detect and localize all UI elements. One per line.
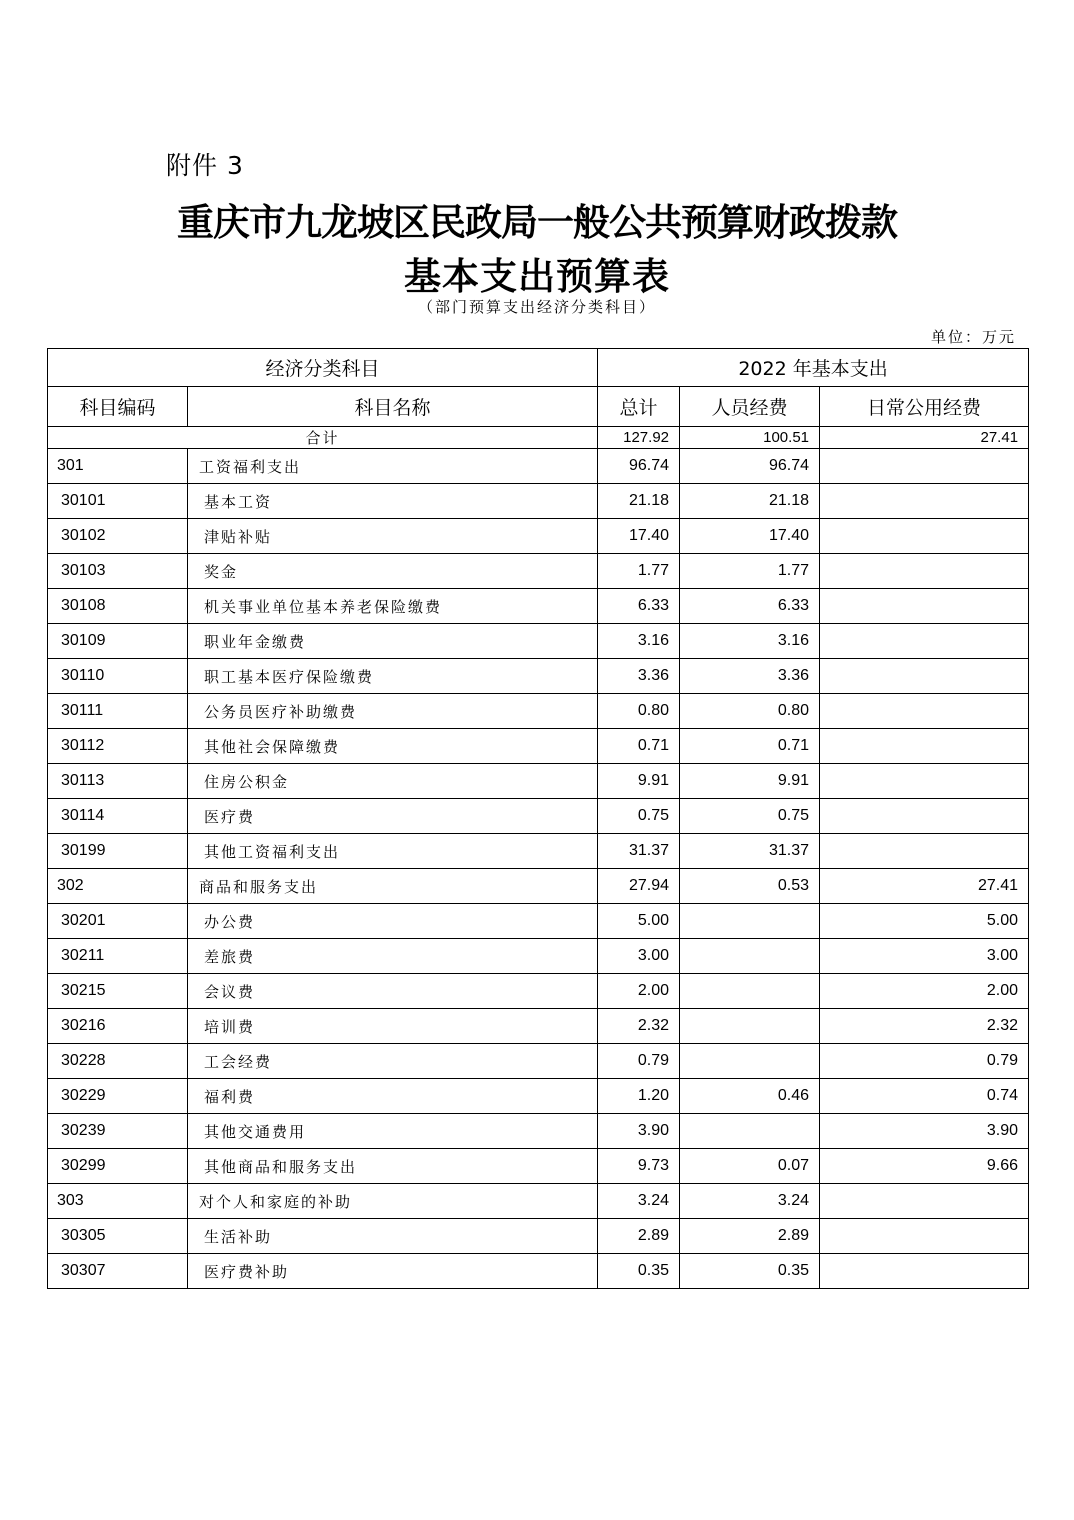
table-row	[48, 904, 1029, 939]
row-code: 30199	[48, 834, 188, 869]
row-total: 3.90	[598, 1114, 680, 1149]
row-personnel: 0.07	[680, 1149, 820, 1184]
row-personnel: 0.53	[680, 869, 820, 904]
row-name: 生活补助	[188, 1219, 598, 1254]
row-personnel: 0.35	[680, 1254, 820, 1289]
row-name: 培训费	[188, 1009, 598, 1044]
row-name: 会议费	[188, 974, 598, 1009]
row-code: 30112	[48, 729, 188, 764]
budget-table	[47, 348, 1029, 1289]
header-year-basic-expenditure: 2022 年基本支出	[598, 349, 1029, 387]
row-total: 17.40	[598, 519, 680, 554]
row-code: 30102	[48, 519, 188, 554]
row-name: 其他社会保障缴费	[188, 729, 598, 764]
row-code: 30110	[48, 659, 188, 694]
row-total: 0.75	[598, 799, 680, 834]
row-public: 0.79	[820, 1044, 1029, 1079]
row-name: 差旅费	[188, 939, 598, 974]
row-name: 医疗费	[188, 799, 598, 834]
row-public: 3.00	[820, 939, 1029, 974]
row-total: 0.35	[598, 1254, 680, 1289]
row-public	[820, 449, 1029, 484]
row-total: 1.77	[598, 554, 680, 589]
row-public	[820, 484, 1029, 519]
table-row	[48, 449, 1029, 484]
row-code: 30228	[48, 1044, 188, 1079]
row-total: 6.33	[598, 589, 680, 624]
table-row	[48, 729, 1029, 764]
table-row	[48, 974, 1029, 1009]
row-public	[820, 1254, 1029, 1289]
row-name: 机关事业单位基本养老保险缴费	[188, 589, 598, 624]
table-row	[48, 939, 1029, 974]
row-code: 30299	[48, 1149, 188, 1184]
row-name: 其他交通费用	[188, 1114, 598, 1149]
row-personnel: 0.46	[680, 1079, 820, 1114]
row-name: 对个人和家庭的补助	[188, 1184, 598, 1219]
table-row	[48, 1044, 1029, 1079]
row-name: 商品和服务支出	[188, 869, 598, 904]
row-public	[820, 764, 1029, 799]
table-row	[48, 1254, 1029, 1289]
page-subtitle: （部门预算支出经济分类科目）	[417, 298, 656, 316]
row-personnel	[680, 904, 820, 939]
row-total: 9.91	[598, 764, 680, 799]
table-row	[48, 834, 1029, 869]
row-total: 5.00	[598, 904, 680, 939]
row-public: 2.00	[820, 974, 1029, 1009]
table-row	[48, 694, 1029, 729]
row-public: 9.66	[820, 1149, 1029, 1184]
row-name: 职业年金缴费	[188, 624, 598, 659]
row-total: 3.36	[598, 659, 680, 694]
row-total: 3.16	[598, 624, 680, 659]
row-code: 302	[48, 869, 188, 904]
row-total: 1.20	[598, 1079, 680, 1114]
table-row	[48, 1184, 1029, 1219]
row-personnel: 6.33	[680, 589, 820, 624]
row-name: 工资福利支出	[188, 449, 598, 484]
table-row	[48, 869, 1029, 904]
row-total: 21.18	[598, 484, 680, 519]
table-row	[48, 624, 1029, 659]
row-code: 30108	[48, 589, 188, 624]
row-code: 30114	[48, 799, 188, 834]
row-personnel: 9.91	[680, 764, 820, 799]
row-public: 0.74	[820, 1079, 1029, 1114]
row-personnel: 21.18	[680, 484, 820, 519]
total-public: 27.41	[820, 427, 1029, 449]
header-total: 总计	[598, 387, 680, 427]
row-name: 津贴补贴	[188, 519, 598, 554]
row-total: 27.94	[598, 869, 680, 904]
table-row	[48, 1219, 1029, 1254]
row-public	[820, 1219, 1029, 1254]
row-name: 住房公积金	[188, 764, 598, 799]
row-code: 30103	[48, 554, 188, 589]
row-name: 其他工资福利支出	[188, 834, 598, 869]
row-public	[820, 519, 1029, 554]
row-personnel: 3.16	[680, 624, 820, 659]
row-name: 医疗费补助	[188, 1254, 598, 1289]
total-label: 合计	[48, 427, 598, 449]
row-code: 30101	[48, 484, 188, 519]
row-code: 30307	[48, 1254, 188, 1289]
row-code: 30216	[48, 1009, 188, 1044]
row-name: 基本工资	[188, 484, 598, 519]
row-personnel	[680, 939, 820, 974]
row-name: 奖金	[188, 554, 598, 589]
header-code: 科目编码	[48, 387, 188, 427]
total-personnel: 100.51	[680, 427, 820, 449]
row-public	[820, 624, 1029, 659]
header-economic-category: 经济分类科目	[48, 349, 598, 387]
row-total: 0.71	[598, 729, 680, 764]
row-code: 30201	[48, 904, 188, 939]
row-code: 301	[48, 449, 188, 484]
row-public: 2.32	[820, 1009, 1029, 1044]
table-row	[48, 554, 1029, 589]
table-row	[48, 484, 1029, 519]
row-personnel: 31.37	[680, 834, 820, 869]
row-public: 3.90	[820, 1114, 1029, 1149]
table-row	[48, 764, 1029, 799]
table-row	[48, 1149, 1029, 1184]
row-personnel	[680, 1009, 820, 1044]
total-total: 127.92	[598, 427, 680, 449]
row-code: 30111	[48, 694, 188, 729]
row-public	[820, 834, 1029, 869]
row-code: 30239	[48, 1114, 188, 1149]
row-public	[820, 799, 1029, 834]
table-row	[48, 589, 1029, 624]
row-name: 职工基本医疗保险缴费	[188, 659, 598, 694]
row-code: 30305	[48, 1219, 188, 1254]
row-name: 工会经费	[188, 1044, 598, 1079]
row-public	[820, 554, 1029, 589]
row-total: 96.74	[598, 449, 680, 484]
attachment-label: 附件 3	[166, 151, 244, 180]
row-total: 9.73	[598, 1149, 680, 1184]
row-personnel: 96.74	[680, 449, 820, 484]
table-row	[48, 1009, 1029, 1044]
row-public	[820, 589, 1029, 624]
page-title-line1: 重庆市九龙坡区民政局一般公共预算财政拨款	[177, 200, 897, 244]
row-code: 30211	[48, 939, 188, 974]
page-title-line2: 基本支出预算表	[404, 254, 670, 298]
row-personnel: 3.36	[680, 659, 820, 694]
row-code: 30215	[48, 974, 188, 1009]
row-code: 303	[48, 1184, 188, 1219]
row-code: 30113	[48, 764, 188, 799]
row-total: 3.24	[598, 1184, 680, 1219]
row-public	[820, 694, 1029, 729]
unit-label: 单位：万元	[930, 328, 1016, 346]
row-total: 2.00	[598, 974, 680, 1009]
row-personnel: 0.80	[680, 694, 820, 729]
table-row	[48, 1114, 1029, 1149]
row-total: 31.37	[598, 834, 680, 869]
row-personnel: 3.24	[680, 1184, 820, 1219]
table-row	[48, 519, 1029, 554]
row-public	[820, 659, 1029, 694]
row-code: 30109	[48, 624, 188, 659]
header-personnel: 人员经费	[680, 387, 820, 427]
header-name: 科目名称	[188, 387, 598, 427]
table-row	[48, 799, 1029, 834]
row-name: 公务员医疗补助缴费	[188, 694, 598, 729]
row-public: 27.41	[820, 869, 1029, 904]
row-personnel	[680, 974, 820, 1009]
row-name: 办公费	[188, 904, 598, 939]
total-row	[48, 427, 1029, 449]
row-name: 福利费	[188, 1079, 598, 1114]
row-personnel: 2.89	[680, 1219, 820, 1254]
row-personnel	[680, 1114, 820, 1149]
row-total: 3.00	[598, 939, 680, 974]
table-row	[48, 659, 1029, 694]
row-personnel	[680, 1044, 820, 1079]
row-name: 其他商品和服务支出	[188, 1149, 598, 1184]
row-personnel: 1.77	[680, 554, 820, 589]
row-total: 0.79	[598, 1044, 680, 1079]
row-code: 30229	[48, 1079, 188, 1114]
row-personnel: 0.71	[680, 729, 820, 764]
row-public	[820, 1184, 1029, 1219]
header-public: 日常公用经费	[820, 387, 1029, 427]
row-public: 5.00	[820, 904, 1029, 939]
row-total: 0.80	[598, 694, 680, 729]
row-public	[820, 729, 1029, 764]
table-row	[48, 1079, 1029, 1114]
row-personnel: 0.75	[680, 799, 820, 834]
row-personnel: 17.40	[680, 519, 820, 554]
row-total: 2.32	[598, 1009, 680, 1044]
row-total: 2.89	[598, 1219, 680, 1254]
